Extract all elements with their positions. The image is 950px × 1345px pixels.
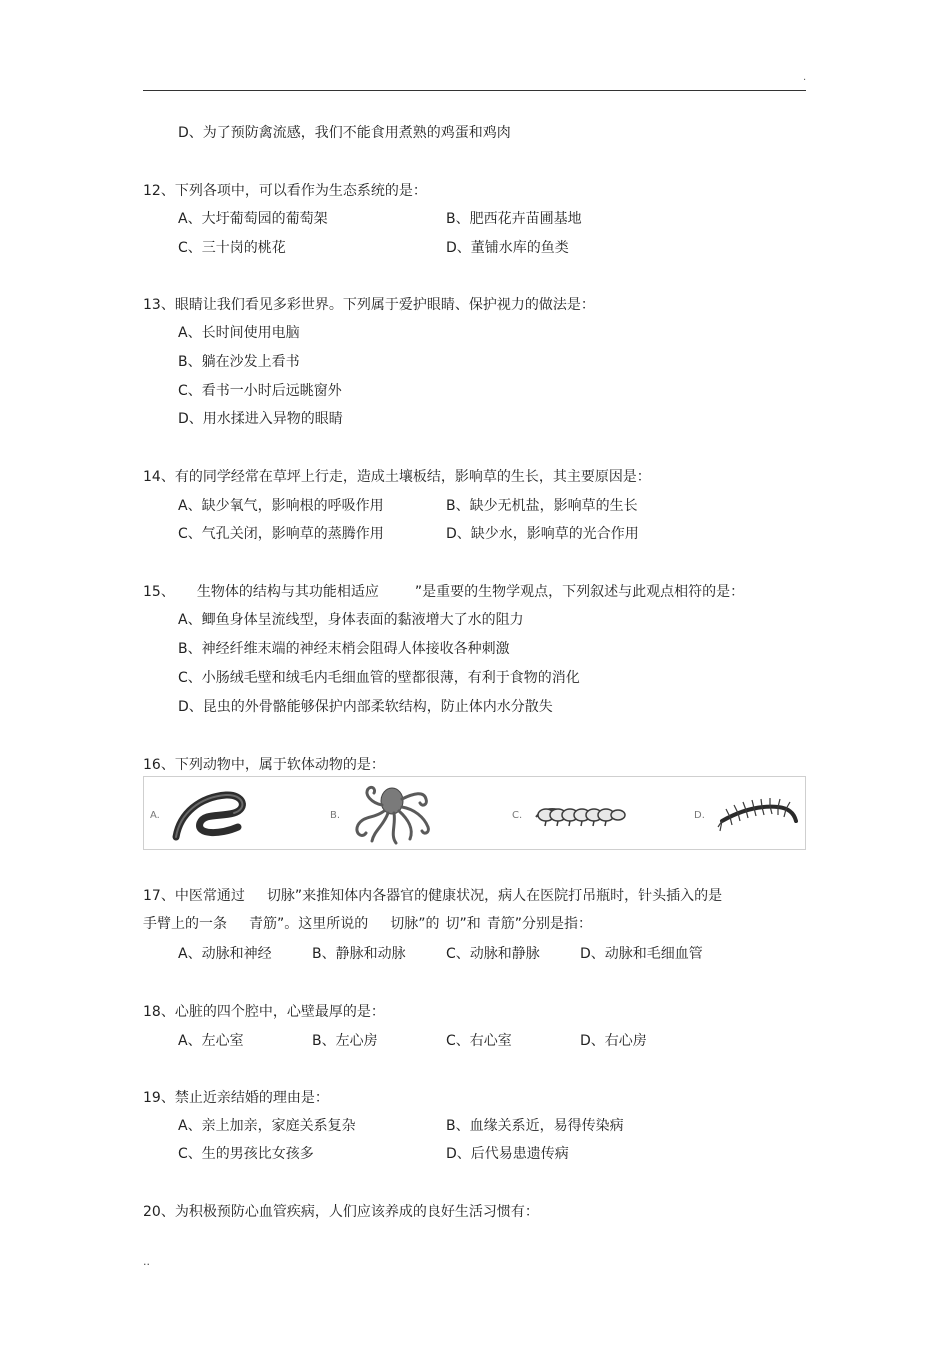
caterpillar-icon	[532, 801, 628, 829]
q18-option-b: B、左心房	[312, 1033, 378, 1049]
q17-option-b: B、静脉和动脉	[312, 946, 406, 962]
q19-stem: 19、禁止近亲结婚的理由是：	[143, 1090, 329, 1106]
q12-option-c: C、三十岗的桃花	[178, 240, 286, 256]
q19-option-d: D、后代易患遗传病	[446, 1146, 569, 1162]
q19-option-c: C、生的男孩比女孩多	[178, 1146, 314, 1162]
q19-option-b: B、血缘关系近，易得传染病	[446, 1118, 624, 1134]
q17-option-c: C、动脉和静脉	[446, 946, 540, 962]
q14-option-c: C、气孔关闭，影响草的蒸腾作用	[178, 526, 384, 542]
q11-option-d: D、为了预防禽流感，我们不能食用煮熟的鸡蛋和鸡肉	[178, 125, 511, 141]
q20-stem: 20、为积极预防心血管疾病，人们应该养成的良好生活习惯有：	[143, 1204, 539, 1220]
q17-stem-line2-e: 青筋”分别是指：	[486, 916, 593, 932]
q14-option-a: A、缺少氧气，影响根的呼吸作用	[178, 498, 384, 514]
q15-option-b: B、神经纤维末端的神经末梢会阻碍人体接收各种刺激	[178, 641, 510, 657]
q17-stem-line1-a: 17、中医常通过	[143, 888, 245, 904]
q16-stem: 16、下列动物中，属于软体动物的是：	[143, 757, 385, 773]
q12-stem: 12、下列各项中，可以看作为生态系统的是：	[143, 183, 427, 199]
q17-stem-line2	[143, 915, 592, 933]
figure-label-c: C.	[512, 810, 523, 821]
q17-stem-line2-b: 青筋”。这里所说的	[249, 916, 369, 932]
q14-stem: 14、有的同学经常在草坪上行走，造成土壤板结，影响草的生长，其主要原因是：	[143, 469, 651, 485]
q17-stem-line1	[143, 887, 722, 905]
figure-label-b: B.	[330, 810, 341, 821]
centipede-icon	[716, 791, 802, 835]
figure-label-d: D.	[694, 810, 705, 821]
q15-option-a: A、鲫鱼身体呈流线型，身体表面的黏液增大了水的阻力	[178, 612, 524, 628]
q13-option-d: D、用水揉进入异物的眼睛	[178, 411, 343, 427]
q18-option-c: C、右心室	[446, 1033, 512, 1049]
q17-stem-line2-c: 切脉”的	[390, 916, 440, 932]
footer-dots: ..	[143, 1255, 150, 1268]
q17-stem-line2-d: 切”和	[445, 916, 481, 932]
q17-stem-line2-a: 手臂上的一条	[143, 916, 227, 932]
q18-stem: 18、心脏的四个腔中，心壁最厚的是：	[143, 1004, 385, 1020]
q18-option-d: D、右心房	[580, 1033, 647, 1049]
q13-option-a: A、长时间使用电脑	[178, 325, 300, 341]
q13-stem: 13、眼睛让我们看见多彩世界。下列属于爱护眼睛、保护视力的做法是：	[143, 297, 595, 313]
header-rule	[143, 90, 806, 91]
q19-option-a: A、亲上加亲，家庭关系复杂	[178, 1118, 356, 1134]
q14-option-d: D、缺少水，影响草的光合作用	[446, 526, 639, 542]
q15-stem	[143, 583, 744, 601]
q13-option-c: C、看书一小时后远眺窗外	[178, 383, 342, 399]
figure-label-a: A.	[150, 810, 160, 821]
octopus-icon	[344, 781, 440, 847]
q15-option-c: C、小肠绒毛壁和绒毛内毛细血管的壁都很薄，有利于食物的消化	[178, 670, 580, 686]
q12-option-a: A、大圩葡萄园的葡萄架	[178, 211, 328, 227]
header-dot: .	[803, 72, 807, 83]
q12-option-b: B、肥西花卉苗圃基地	[446, 211, 582, 227]
q15-stem-part-b: ”是重要的生物学观点，下列叙述与此观点相符的是：	[414, 584, 745, 600]
q17-option-d: D、动脉和毛细血管	[580, 946, 703, 962]
q13-option-b: B、躺在沙发上看书	[178, 354, 300, 370]
q12-option-d: D、董铺水库的鱼类	[446, 240, 569, 256]
q15-number: 15、	[143, 584, 175, 600]
earthworm-icon	[170, 783, 250, 843]
q16-animal-figure	[143, 776, 806, 850]
q14-option-b: B、缺少无机盐，影响草的生长	[446, 498, 638, 514]
q15-option-d: D、昆虫的外骨骼能够保护内部柔软结构，防止体内水分散失	[178, 699, 553, 715]
q18-option-a: A、左心室	[178, 1033, 244, 1049]
q17-option-a: A、动脉和神经	[178, 946, 272, 962]
q15-stem-part-a: 生物体的结构与其功能相适应	[196, 584, 379, 600]
q17-stem-line1-b: 切脉”来推知体内各器官的健康状况，病人在医院打吊瓶时，针头插入的是	[266, 888, 723, 904]
